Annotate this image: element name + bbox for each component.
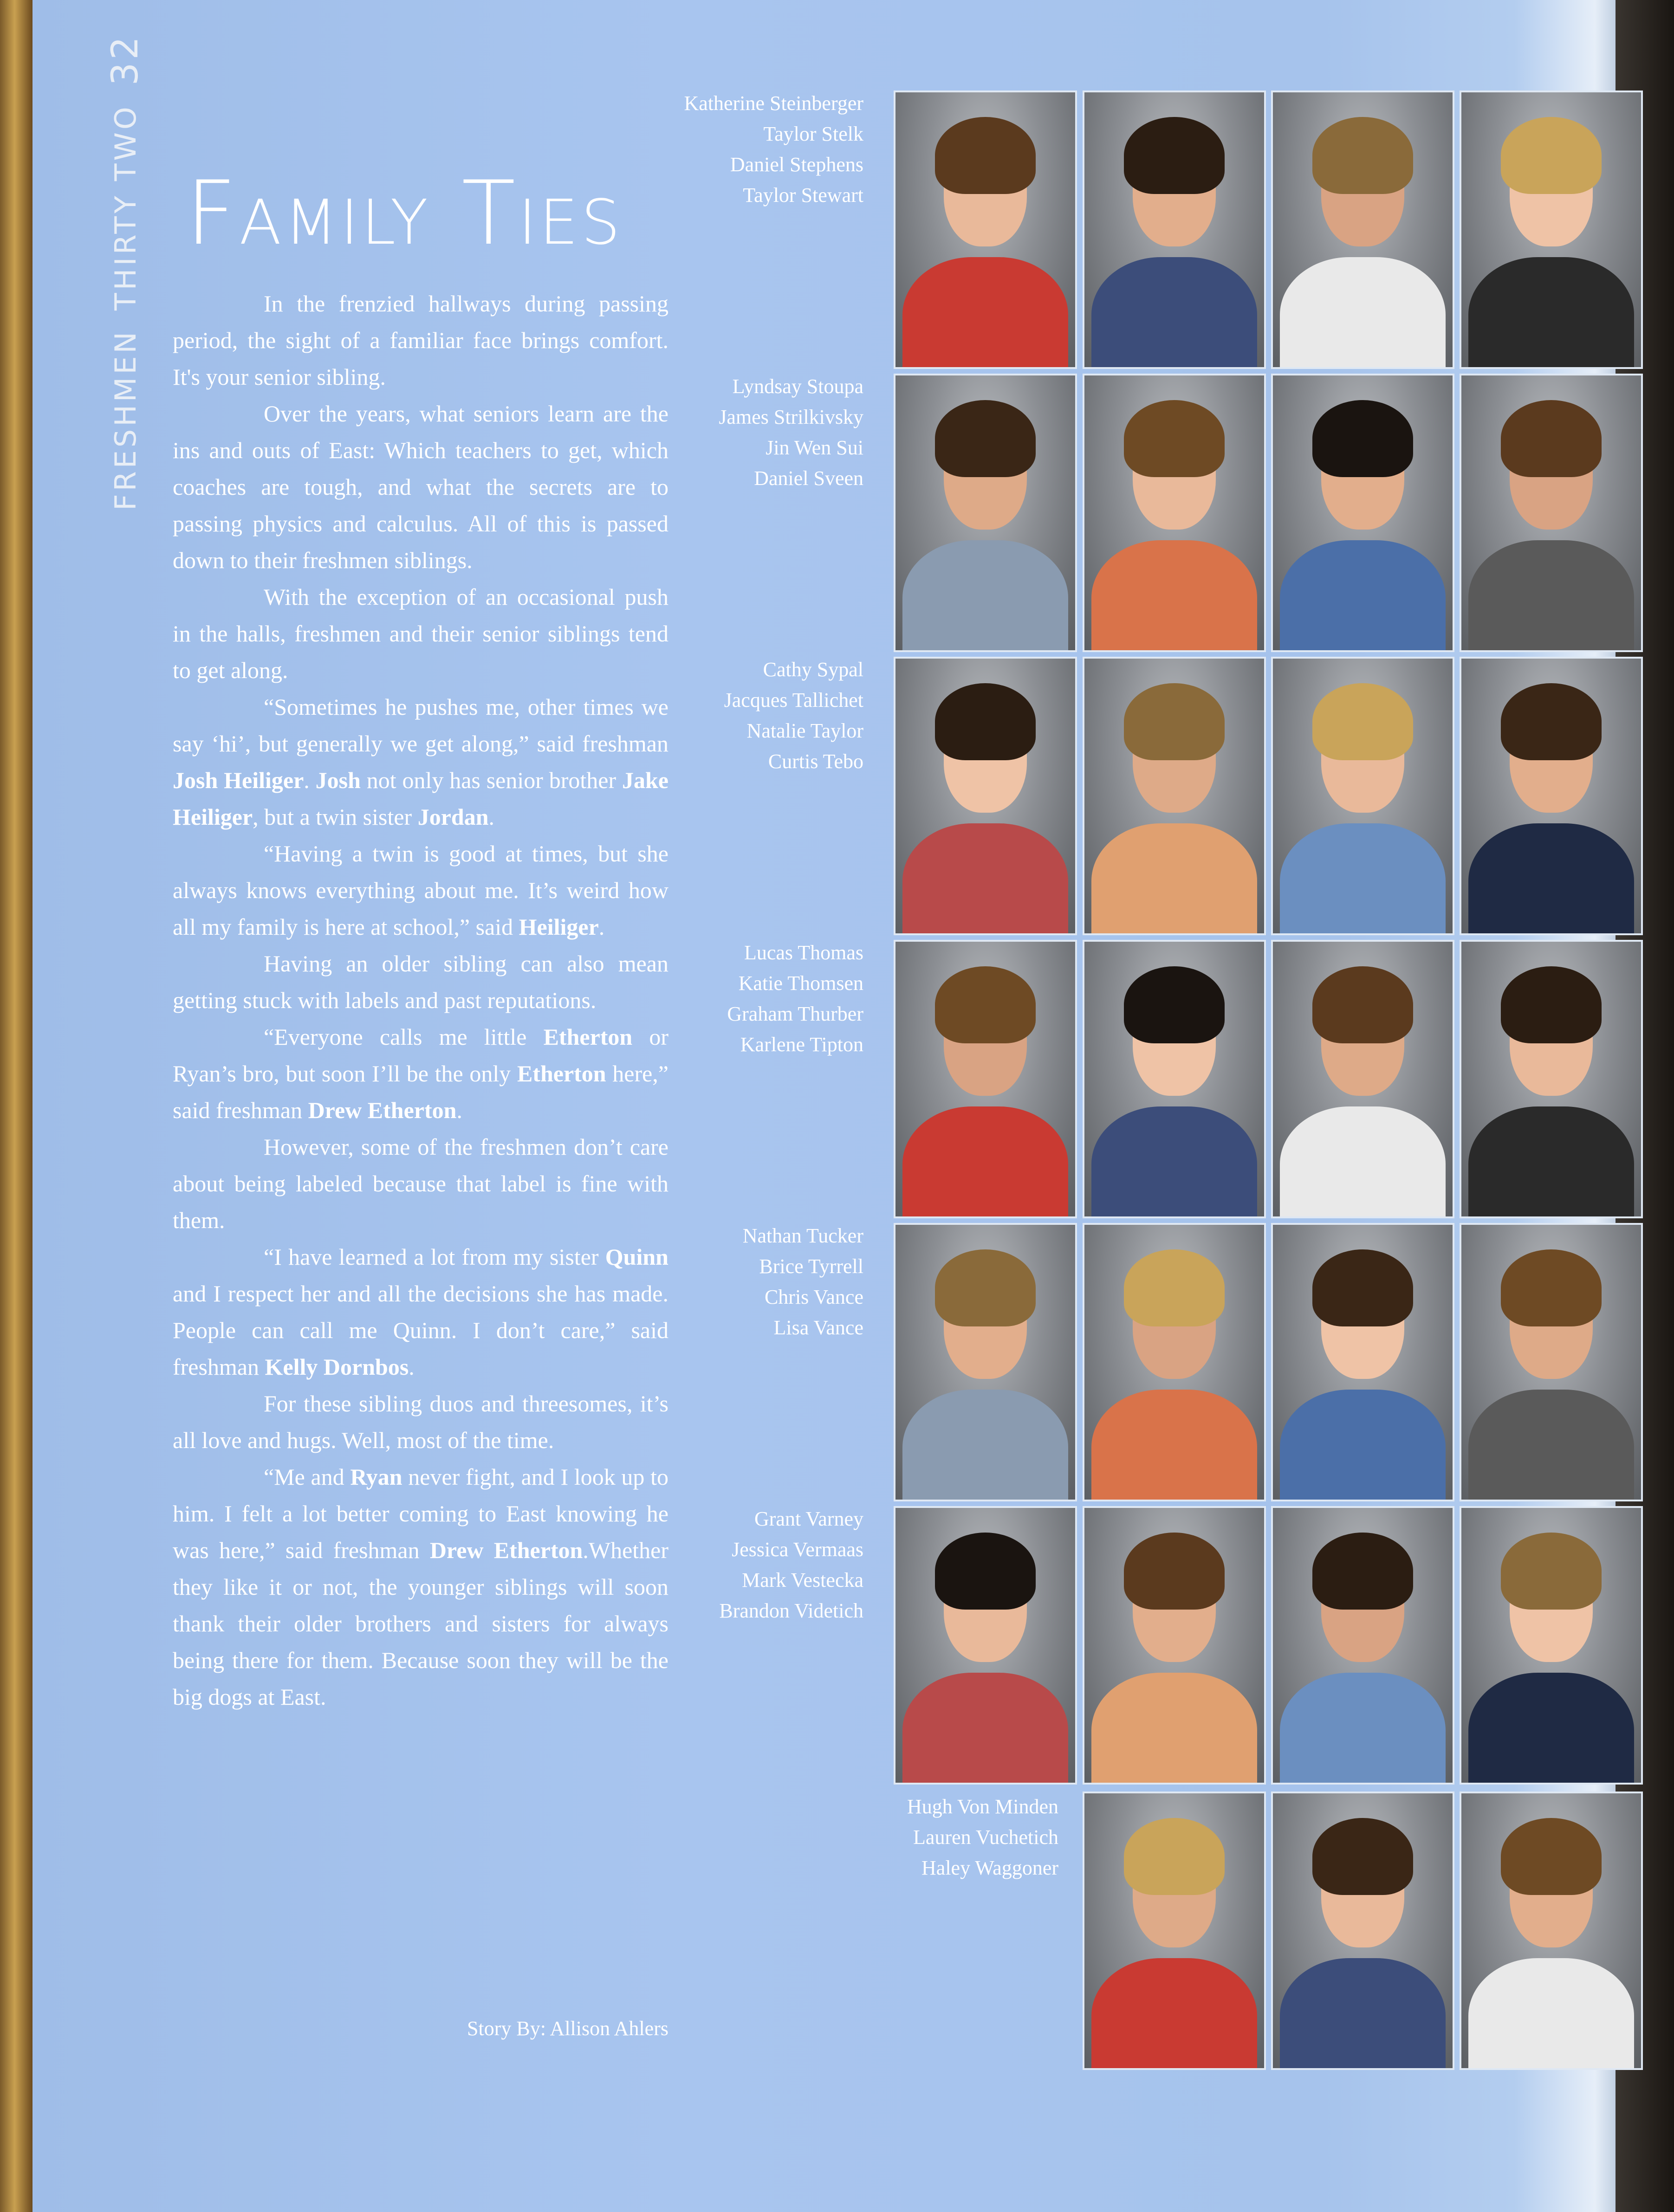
- student-portrait: [1460, 1506, 1643, 1785]
- portrait-shirt: [1280, 1390, 1445, 1501]
- student-name: Taylor Stelk: [763, 123, 863, 145]
- story-name-bold: Josh: [315, 767, 361, 793]
- portrait-hair: [935, 683, 1036, 760]
- student-name: Curtis Tebo: [768, 750, 863, 773]
- student-name: Katherine Steinberger: [684, 92, 863, 115]
- student-portrait: [1271, 657, 1454, 935]
- portrait-hair: [1501, 1818, 1602, 1895]
- portrait-hair: [1124, 1818, 1225, 1895]
- story-text: .Whether they like it or not, the younger siblings will soon thank their older brothers and sisters for always being there for them. Because soon they will be the big dogs at East.: [173, 1537, 668, 1710]
- portrait-hair: [1501, 1533, 1602, 1610]
- name-caption-group: [613, 88, 863, 211]
- student-name: Lauren Vuchetich: [913, 1826, 1058, 1849]
- story-paragraph: [173, 945, 668, 1019]
- portrait-shirt: [902, 1106, 1068, 1218]
- story-paragraph: [173, 689, 668, 835]
- portrait-shirt: [1468, 1958, 1634, 2070]
- student-portrait: [1271, 1223, 1454, 1501]
- student-portrait: [1460, 374, 1643, 652]
- name-caption-group: [613, 654, 863, 777]
- student-portrait: [894, 374, 1077, 652]
- portrait-shirt: [1280, 1958, 1445, 2070]
- portrait-shirt: [1468, 257, 1634, 369]
- portrait-hair: [1501, 400, 1602, 477]
- portrait-hair: [1312, 400, 1413, 477]
- student-portrait: [1460, 1223, 1643, 1501]
- story-paragraph: [173, 395, 668, 579]
- story-text: In the frenzied hallways during passing period, the sight of a familiar face brings comfort. It's your senior sibling.: [173, 291, 668, 390]
- story-name-bold: Etherton: [517, 1061, 606, 1087]
- student-name: Haley Waggoner: [921, 1856, 1058, 1879]
- portrait-hair: [935, 117, 1036, 194]
- student-portrait: [1083, 1506, 1266, 1785]
- story-name-bold: Kelly Dornbos: [265, 1354, 409, 1380]
- portrait-hair: [1124, 1533, 1225, 1610]
- portrait-shirt: [1280, 823, 1445, 935]
- student-portrait: [894, 1223, 1077, 1501]
- portrait-hair: [1124, 117, 1225, 194]
- name-caption-group: [613, 938, 863, 1060]
- portrait-hair: [1312, 1818, 1413, 1895]
- student-name: Daniel Stephens: [730, 153, 863, 176]
- portrait-shirt: [1468, 1106, 1634, 1218]
- student-portrait: [1460, 940, 1643, 1218]
- student-portrait: [1083, 657, 1266, 935]
- portrait-hair: [1312, 117, 1413, 194]
- book-binding: [0, 0, 32, 2212]
- story-text: “Everyone calls me little: [264, 1024, 544, 1050]
- story-name-bold: Drew Etherton: [308, 1097, 457, 1123]
- student-name: Graham Thurber: [727, 1003, 863, 1025]
- portrait-shirt: [902, 540, 1068, 652]
- student-name: Jessica Vermaas: [732, 1538, 863, 1561]
- student-name: James Strilkivsky: [719, 406, 863, 428]
- portrait-hair: [1501, 966, 1602, 1043]
- portrait-hair: [935, 966, 1036, 1043]
- student-name: Jin Wen Sui: [766, 436, 863, 459]
- portrait-hair: [1124, 400, 1225, 477]
- story-text: “Me and: [264, 1464, 350, 1490]
- student-portrait: [894, 91, 1077, 369]
- portrait-hair: [935, 400, 1036, 477]
- student-portrait: [894, 940, 1077, 1218]
- student-name: Grant Varney: [754, 1507, 863, 1530]
- story-paragraph: [173, 1129, 668, 1239]
- student-name: Karlene Tipton: [740, 1033, 863, 1056]
- story-name-bold: Etherton: [543, 1024, 633, 1050]
- student-portrait: [1271, 940, 1454, 1218]
- portrait-shirt: [1091, 257, 1257, 369]
- name-caption-group: [613, 1221, 863, 1343]
- name-caption-group: [613, 371, 863, 494]
- student-name: Cathy Sypal: [763, 658, 863, 681]
- story-name-bold: Quinn: [605, 1244, 668, 1270]
- story-text: .: [598, 914, 605, 940]
- story-name-bold: Jake Heiliger: [173, 767, 668, 830]
- portrait-hair: [1501, 117, 1602, 194]
- portrait-hair: [1312, 966, 1413, 1043]
- student-portrait: [1271, 374, 1454, 652]
- student-portrait: [1083, 1223, 1266, 1501]
- portrait-hair: [1312, 1533, 1413, 1610]
- portrait-shirt: [1468, 1390, 1634, 1501]
- student-name: Taylor Stewart: [743, 184, 863, 207]
- story-name-bold: Josh Heiliger: [173, 767, 304, 793]
- story-text: .: [456, 1097, 462, 1123]
- portrait-shirt: [1091, 1958, 1257, 2070]
- portrait-shirt: [1280, 540, 1445, 652]
- story-text: .: [304, 767, 316, 793]
- portrait-shirt: [902, 1390, 1068, 1501]
- student-portrait: [1460, 1792, 1643, 2070]
- portrait-shirt: [902, 823, 1068, 935]
- portrait-hair: [935, 1249, 1036, 1326]
- student-portrait: [1271, 91, 1454, 369]
- portrait-shirt: [1091, 823, 1257, 935]
- story-body: [173, 285, 668, 2031]
- story-text: “Sometimes he pushes me, other times we say ‘hi’, but generally we get along,” said freshman: [173, 694, 668, 757]
- portrait-hair: [935, 1533, 1036, 1610]
- portrait-hair: [1124, 966, 1225, 1043]
- story-text: never fight, and I look up to him. I felt a lot better coming to East knowing he was here,” said freshman: [173, 1464, 668, 1563]
- student-portrait: [1083, 940, 1266, 1218]
- student-name: Jacques Tallichet: [724, 689, 863, 711]
- student-portrait: [1083, 374, 1266, 652]
- story-text: , but a twin sister: [253, 804, 418, 830]
- student-name: Katie Thomsen: [738, 972, 863, 995]
- portrait-shirt: [902, 257, 1068, 369]
- student-portrait: [1083, 1792, 1266, 2070]
- story-text: not only has senior brother: [360, 767, 622, 793]
- student-name: Chris Vance: [764, 1286, 863, 1308]
- student-name: Hugh Von Minden: [907, 1795, 1058, 1818]
- portrait-shirt: [1091, 1673, 1257, 1785]
- student-name: Nathan Tucker: [742, 1224, 863, 1247]
- story-text: “I have learned a lot from my sister: [264, 1244, 605, 1270]
- story-paragraph: [173, 1239, 668, 1385]
- student-portrait: [1271, 1506, 1454, 1785]
- portrait-shirt: [1280, 257, 1445, 369]
- story-byline: Story By: Allison Ahlers: [467, 2017, 668, 2040]
- section-name: FRESHMEN: [108, 329, 143, 511]
- portrait-hair: [1124, 1249, 1225, 1326]
- student-portrait: [1460, 91, 1643, 369]
- story-text: here,” said freshman: [173, 1061, 668, 1123]
- story-text: .: [409, 1354, 415, 1380]
- story-name-bold: Ryan: [350, 1464, 402, 1490]
- story-paragraph: [173, 285, 668, 395]
- student-name: Lyndsay Stoupa: [732, 375, 863, 398]
- portrait-shirt: [902, 1673, 1068, 1785]
- story-text: Having an older sibling can also mean getting stuck with labels and past reputations.: [173, 951, 668, 1013]
- story-paragraph: [173, 835, 668, 945]
- story-name-bold: Jordan: [417, 804, 489, 830]
- article-title: Family Ties: [186, 162, 623, 265]
- story-text: Over the years, what seniors learn are the ins and outs of East: Which teachers to get, which coaches are tough, and what the secrets are to passing physics and calculus. All of this is passed down to their freshmen siblings.: [173, 401, 668, 573]
- student-portrait: [894, 1506, 1077, 1785]
- portrait-shirt: [1468, 823, 1634, 935]
- story-text: or Ryan’s bro, but soon I’ll be the only: [173, 1024, 668, 1087]
- story-paragraph: [173, 1459, 668, 1715]
- story-text: However, some of the freshmen don’t care about being labeled because that label is fine with them.: [173, 1134, 668, 1233]
- portrait-shirt: [1091, 540, 1257, 652]
- portrait-shirt: [1468, 540, 1634, 652]
- story-text: .: [488, 804, 494, 830]
- portrait-shirt: [1280, 1106, 1445, 1218]
- page-number-words: THIRTY TWO: [108, 104, 143, 311]
- student-name: Mark Vestecka: [742, 1569, 863, 1591]
- story-name-bold: Drew Etherton: [429, 1537, 583, 1563]
- page-number: 32: [104, 34, 146, 86]
- story-text: With the exception of an occasional push in the halls, freshmen and their senior siblings tend to get along.: [173, 584, 668, 683]
- story-text: and I respect her and all the decisions she has made. People can call me Quinn. I don’t care,” said freshman: [173, 1281, 668, 1380]
- portrait-hair: [1124, 683, 1225, 760]
- story-name-bold: Heiliger: [519, 914, 599, 940]
- portrait-shirt: [1280, 1673, 1445, 1785]
- portrait-shirt: [1091, 1106, 1257, 1218]
- portrait-hair: [1312, 683, 1413, 760]
- student-portrait: [894, 657, 1077, 935]
- portrait-shirt: [1468, 1673, 1634, 1785]
- story-paragraph: [173, 1385, 668, 1459]
- portrait-shirt: [1091, 1390, 1257, 1501]
- student-portrait: [1271, 1792, 1454, 2070]
- name-caption-group: [808, 1792, 1058, 1883]
- story-text: “Having a twin is good at times, but she always knows everything about me. It’s weird how all my family is here at school,” said: [173, 841, 668, 940]
- student-portrait: [1460, 657, 1643, 935]
- student-name: Brandon Videtich: [719, 1599, 863, 1622]
- student-name: Lisa Vance: [773, 1316, 863, 1339]
- name-caption-group: [613, 1504, 863, 1626]
- section-side-label: [93, 34, 158, 511]
- student-name: Brice Tyrrell: [759, 1255, 863, 1278]
- student-portrait: [1083, 91, 1266, 369]
- story-paragraph: [173, 1019, 668, 1129]
- student-name: Natalie Taylor: [746, 719, 863, 742]
- student-name: Lucas Thomas: [744, 941, 863, 964]
- portrait-hair: [1312, 1249, 1413, 1326]
- story-text: For these sibling duos and threesomes, it’s all love and hugs. Well, most of the time.: [173, 1391, 668, 1453]
- portrait-hair: [1501, 1249, 1602, 1326]
- portrait-hair: [1501, 683, 1602, 760]
- story-paragraph: [173, 579, 668, 689]
- student-name: Daniel Sveen: [754, 467, 863, 490]
